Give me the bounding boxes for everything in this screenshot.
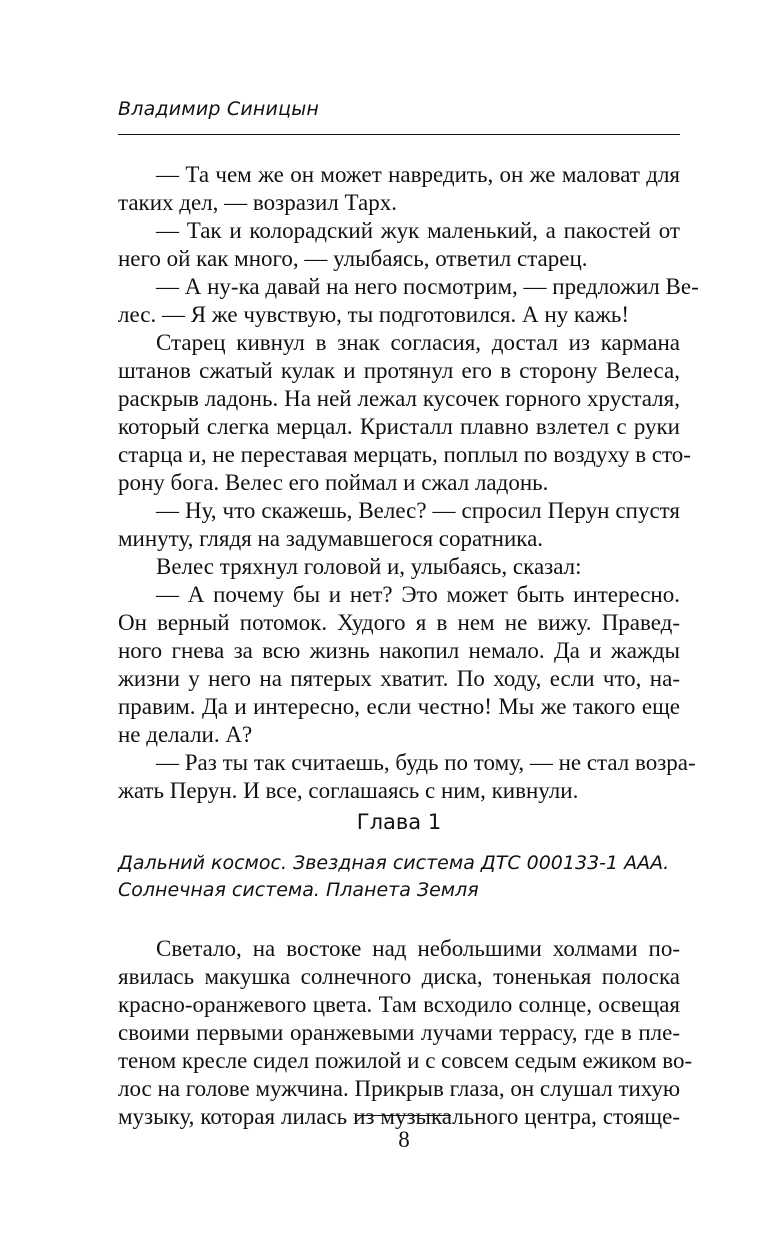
text-line: явилась макушка солнечного диска, тоненькая полоска (118, 964, 680, 989)
chapter-title: Глава 1 (356, 810, 442, 834)
chapter-subtitle-line: Солнечная система. Планета Земля (118, 879, 479, 901)
text-line: штанов сжатый кулак и протянул его в сторону Велеса, (118, 358, 680, 383)
text-line: музыку, которая лилась из музыкального центра, стояще- (118, 1104, 680, 1129)
text-line: Старец кивнул в знак согласия, достал из кармана (156, 330, 680, 355)
chapter-subtitle-line: Дальний космос. Звездная система ДТС 000133-1 ААА. (118, 852, 670, 874)
page-number: 8 (398, 1127, 410, 1152)
text-line: — Так и колорадский жук маленький, а пакостей от (156, 218, 680, 243)
text-line: таких дел, — возразил Тарх. (118, 190, 397, 215)
body-text-top (118, 161, 699, 805)
text-line: Велес тряхнул головой и, улыбаясь, сказал: (156, 554, 582, 579)
text-line: лос на голове мужчина. Прикрыв глаза, он слушал тихую (118, 1076, 681, 1101)
text-line: раскрыв ладонь. На ней лежал кусочек горного хрусталя, (118, 386, 680, 411)
text-line: своими первыми оранжевыми лучами террасу, где в пле- (118, 1020, 680, 1045)
text-line: — А ну-ка давай на него посмотрим, — предложил Ве- (156, 274, 699, 299)
text-line: правим. Да и интересно, если честно! Мы же такого еще (118, 694, 680, 719)
text-line: — Та чем же он может навредить, он же маловат для (156, 162, 680, 187)
text-line: жать Перун. И все, соглашаясь с ним, кивнули. (118, 778, 579, 803)
text-line: не делали. А? (118, 722, 253, 747)
text-line: — Раз ты так считаешь, будь по тому, — не стал возра- (156, 750, 696, 775)
chapter-subtitle (118, 850, 680, 904)
text-line: лес. — Я же чувствую, ты подготовился. А ну кажь! (118, 302, 629, 327)
footer-rule (357, 1115, 451, 1116)
body-text-bottom (118, 935, 693, 1131)
text-line: — А почему бы и нет? Это может быть интересно. (156, 582, 680, 607)
running-head-author: Владимир Синицын (118, 98, 320, 120)
text-line: рону бога. Велес его поймал и сжал ладонь. (118, 470, 549, 495)
text-line: минуту, глядя на задумавшегося соратника. (118, 526, 544, 551)
text-line: старца и, не переставая мерцать, поплыл по воздуху в сто- (118, 442, 691, 467)
text-line: красно-оранжевого цвета. Там всходило солнце, освещая (118, 992, 680, 1017)
text-line: жизни у него на пятерых хватит. По ходу, если что, на- (118, 666, 680, 691)
text-line: него ой как много, — улыбаясь, ответил старец. (118, 246, 588, 271)
text-line: Он верный потомок. Худого я в нем не вижу. Правед- (118, 610, 680, 635)
text-line: который слегка мерцал. Кристалл плавно взлетел с руки (118, 414, 680, 439)
header-rule (118, 134, 680, 135)
text-line: Светало, на востоке над небольшими холмами по- (156, 936, 680, 961)
text-line: ного гнева за всю жизнь накопил немало. Да и жажды (118, 638, 680, 663)
text-line: теном кресле сидел пожилой и с совсем седым ежиком во- (118, 1048, 693, 1073)
text-line: — Ну, что скажешь, Велес? — спросил Перун спустя (156, 498, 680, 523)
